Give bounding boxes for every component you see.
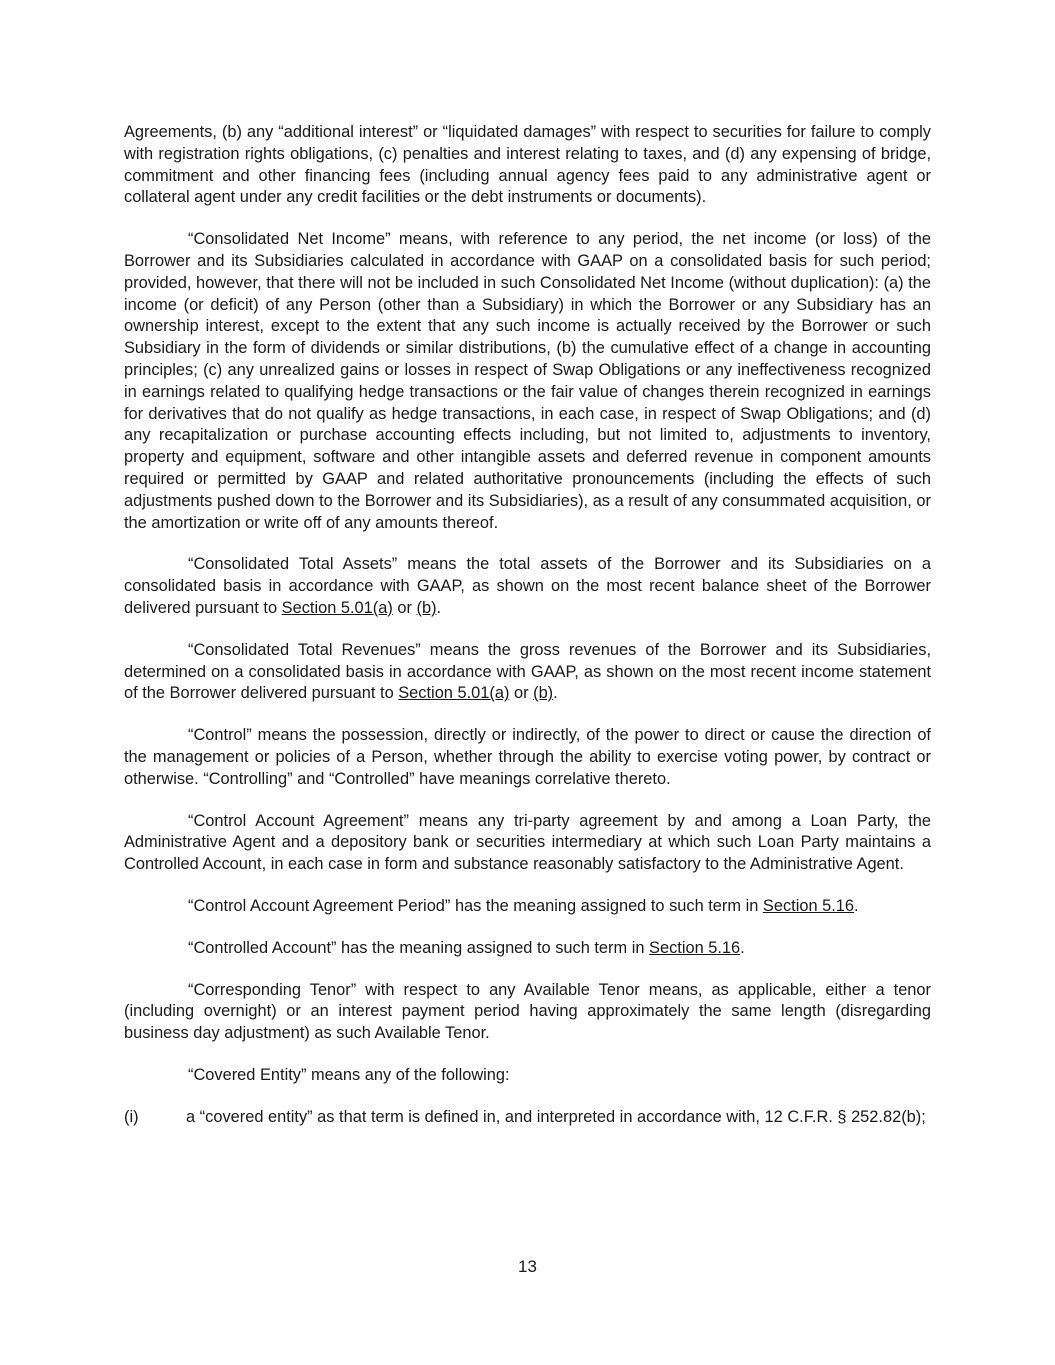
definition-text: or	[392, 598, 417, 617]
section-reference: Section 5.01(a)	[281, 598, 393, 617]
definition-text: “Consolidated Total Revenues” means the gross revenues of the Borrower and its Subsidiaries, determined on a consolidated basis in accordance with GAAP, as shown on the most recent income statement of the Borrower delivered pursuant to	[124, 640, 931, 703]
list-item-text: a “covered entity” as that term is defined in, and interpreted in accordance with, 12 C.F.R. § 252.82(b);	[186, 1107, 926, 1126]
definition-covered-entity: “Covered Entity” means any of the following:	[188, 1065, 510, 1084]
list-item	[124, 1107, 931, 1129]
list-item-number: (i)	[124, 1107, 139, 1126]
definition-consolidated-net-income: “Consolidated Net Income” means, with reference to any period, the net income (or loss) of the Borrower and its Subsidiaries calculated in accordance with GAAP on a consolidated basis for such period; provided, however, that there will not be included in such Consolidated Net Income (without duplication): (a) the income (or deficit) of any Person (other than a Subsidiary) in which the Borrower or any Subsidiary has an ownership interest, except to the extent that any such income is actually received by the Borrower or such Subsidiary in the form of dividends or similar distributions, (b) the cumulative effect of a change in accounting principles; (c) any unrealized gains or losses in respect of Swap Obligations or any ineffectiveness recognized in earnings related to qualifying hedge transactions or the fair value of changes therein recognized in earnings for derivatives that do not qualify as hedge transactions, in each case, in respect of Swap Obligations; and (d) any recapitalization or purchase accounting effects including, but not limited to, adjustments to inventory, property and equipment, software and other intangible assets and deferred revenue in component amounts required or permitted by GAAP and related authoritative pronouncements (including the effects of such adjustments pushed down to the Borrower and its Subsidiaries), as a result of any consummated acquisition, or the amortization or write off of any amounts thereof.	[124, 230, 931, 532]
definition-text: “Consolidated Total Assets” means the total assets of the Borrower and its Subsidiaries on a consolidated basis in accordance with GAAP, as shown on the most recent balance sheet of the Borrower delivered pursuant to	[124, 555, 931, 617]
definition-consolidated-total-assets	[124, 554, 931, 619]
definition-control-account-agreement-period	[124, 896, 931, 918]
section-reference: (b)	[533, 684, 554, 703]
section-reference: Section 5.16	[762, 896, 855, 915]
definition-text: .	[854, 896, 859, 915]
definition-controlled-account	[124, 938, 931, 960]
section-reference: Section 5.01(a)	[398, 684, 510, 703]
document-body	[124, 122, 931, 1148]
section-reference: (b)	[416, 598, 437, 617]
definition-text: “Controlled Account” has the meaning assigned to such term in	[188, 938, 650, 957]
definition-consolidated-total-revenues	[124, 640, 931, 705]
section-reference: Section 5.16	[649, 938, 741, 957]
definition-text: or	[509, 684, 534, 703]
definition-text: .	[553, 684, 558, 703]
definition-corresponding-tenor: “Corresponding Tenor” with respect to any Available Tenor means, as applicable, either a tenor (including overnight) or an interest payment period having approximately the same length (disregarding business day adjustment) as such Available Tenor.	[124, 980, 931, 1043]
definition-text: “Control Account Agreement Period” has the meaning assigned to such term in	[188, 896, 763, 915]
definition-text: .	[436, 598, 442, 617]
definition-text: .	[740, 938, 745, 957]
definition-control: “Control” means the possession, directly or indirectly, of the power to direct or cause the direction of the management or policies of a Person, whether through the ability to exercise voting power, by contract or otherwise. “Controlling” and “Controlled” have meanings correlative thereto.	[124, 726, 931, 788]
paragraph-continuation: Agreements, (b) any “additional interest” or “liquidated damages” with respect to securities for failure to comply with registration rights obligations, (c) penalties and interest relating to taxes, and (d) any expensing of bridge, commitment and other financing fees (including annual agency fees paid to any administrative agent or collateral agent under any credit facilities or the debt instruments or documents).	[124, 123, 931, 207]
definition-control-account-agreement: “Control Account Agreement” means any tri-party agreement by and among a Loan Party, the Administrative Agent and a depository bank or securities intermediary at which such Loan Party maintains a Controlled Account, in each case in form and substance reasonably satisfactory to the Administrative Agent.	[124, 811, 931, 874]
page-number: 13	[518, 1257, 537, 1276]
